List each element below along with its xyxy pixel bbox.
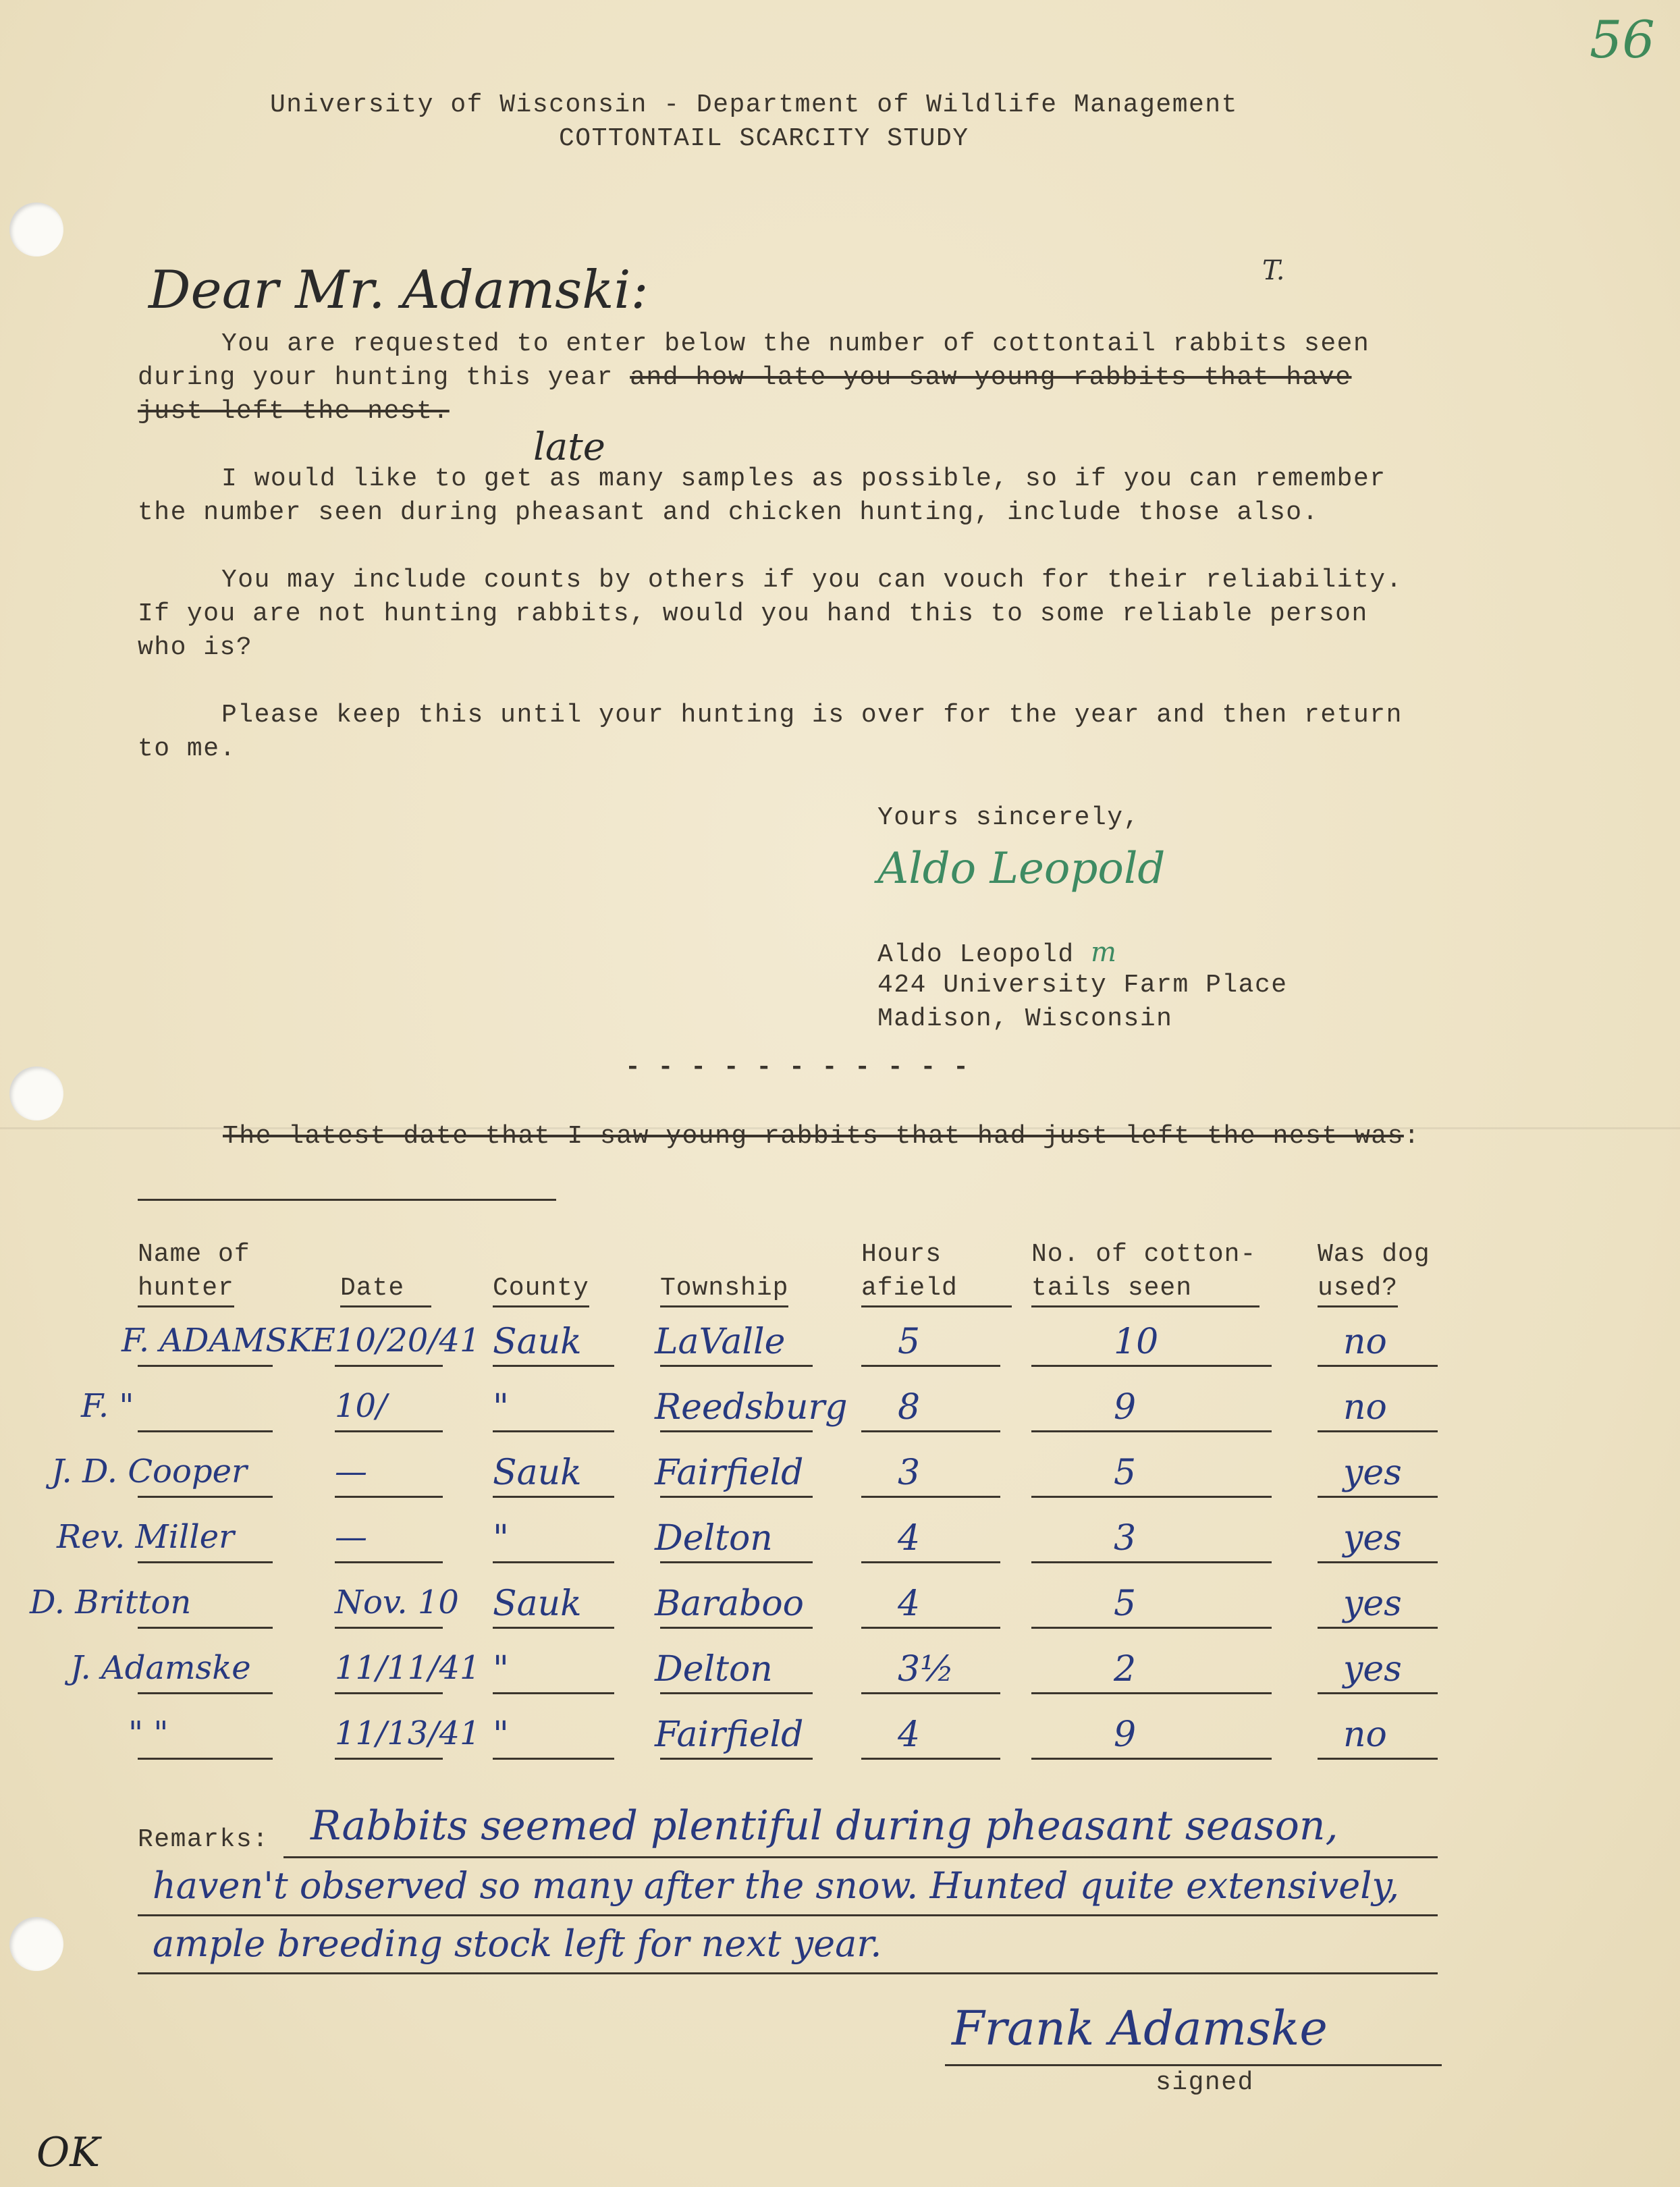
cell-dog: no	[1343, 1714, 1387, 1755]
punch-hole-middle	[9, 1066, 63, 1120]
struck-question-colon: :	[1403, 1122, 1421, 1151]
cell-rule-township	[660, 1496, 813, 1498]
cell-dog: no	[1343, 1387, 1387, 1428]
cell-date: 11/11/41	[335, 1649, 481, 1687]
cell-township: Fairfield	[655, 1453, 804, 1493]
remarks-line3: ample breeding stock left for next year.	[153, 1922, 882, 1965]
cell-date: —	[335, 1518, 367, 1556]
cell-hours: 4	[898, 1714, 921, 1755]
cell-township: LaValle	[655, 1322, 786, 1362]
cell-rule-county	[493, 1627, 614, 1629]
cell-date: Nov. 10	[335, 1584, 459, 1621]
cell-rule-hunter	[138, 1430, 273, 1432]
cell-rule-county	[493, 1561, 614, 1563]
cell-township: Delton	[655, 1518, 773, 1559]
header-hours-l1: Hours	[861, 1240, 942, 1269]
header-township-l2: Township	[660, 1272, 788, 1307]
remarks-rule-2	[138, 1914, 1438, 1916]
cell-rule-hours	[861, 1365, 1000, 1367]
cell-rule-township	[660, 1692, 813, 1694]
header-hunter	[138, 1238, 250, 1307]
header-seen	[1031, 1238, 1259, 1307]
cell-seen: 5	[1114, 1584, 1137, 1624]
header-township	[660, 1272, 788, 1307]
cell-rule-hours	[861, 1561, 1000, 1563]
cell-hunter: " "	[128, 1714, 169, 1752]
p4-line1: Please keep this until your hunting is over for the year and then return	[221, 701, 1403, 730]
header-line1: University of Wisconsin - Department of Wildlife Management	[270, 90, 1238, 119]
cell-rule-county	[493, 1496, 614, 1498]
cell-rule-dog	[1318, 1430, 1438, 1432]
cell-seen: 2	[1114, 1649, 1137, 1690]
cell-rule-township	[660, 1430, 813, 1432]
remarks-line2: haven't observed so many after the snow. Hunted quite extensively,	[153, 1864, 1400, 1907]
cell-rule-seen	[1031, 1627, 1272, 1629]
cell-rule-date	[335, 1561, 443, 1563]
p4-line2: to me.	[138, 734, 236, 763]
header-dog	[1318, 1238, 1430, 1307]
closing-yours: Yours sincerely,	[877, 803, 1140, 832]
struck-question-answer-line	[138, 1199, 556, 1201]
cell-county: "	[493, 1387, 509, 1428]
remarks-line1: Rabbits seemed plentiful during pheasant season,	[310, 1802, 1338, 1850]
cell-seen: 9	[1114, 1387, 1137, 1428]
cell-rule-hours	[861, 1692, 1000, 1694]
corner-mark: OK	[36, 2129, 101, 2176]
p3-line3: who is?	[138, 633, 253, 662]
cell-rule-date	[335, 1692, 443, 1694]
header-line2: COTTONTAIL SCARCITY STUDY	[559, 124, 969, 153]
cell-rule-seen	[1031, 1561, 1272, 1563]
header-hours-l2: afield	[861, 1272, 1012, 1307]
cell-dog: yes	[1343, 1649, 1402, 1690]
struck-question-text: The latest date that I saw young rabbits that had just left the nest was	[223, 1122, 1404, 1151]
cell-hunter: J. D. Cooper	[51, 1453, 247, 1490]
remarks-rule-3	[138, 1972, 1438, 1974]
cell-rule-township	[660, 1365, 813, 1367]
cell-county: "	[493, 1518, 509, 1559]
cell-rule-seen	[1031, 1692, 1272, 1694]
cell-county: "	[493, 1649, 509, 1690]
cell-hours: 8	[898, 1387, 921, 1428]
signed-rule	[945, 2064, 1442, 2066]
cell-rule-township	[660, 1561, 813, 1563]
cell-rule-hunter	[138, 1758, 273, 1760]
cell-rule-hunter	[138, 1365, 273, 1367]
punch-hole-top	[9, 202, 63, 256]
salutation: Dear Mr. Adamski:	[148, 260, 649, 321]
cell-rule-date	[335, 1758, 443, 1760]
cell-seen: 9	[1114, 1714, 1137, 1755]
header-dog-l2: used?	[1318, 1272, 1398, 1307]
cell-hours: 3	[898, 1453, 921, 1493]
header-hours	[861, 1238, 1012, 1307]
p3-line2: If you are not hunting rabbits, would you hand this to some reliable person	[138, 599, 1368, 628]
cell-hours: 5	[898, 1322, 921, 1362]
cell-rule-seen	[1031, 1430, 1272, 1432]
p1-line3-struck: just left the nest.	[138, 397, 450, 426]
cell-rule-hunter	[138, 1561, 273, 1563]
cell-rule-seen	[1031, 1496, 1272, 1498]
p1-line2	[138, 363, 1352, 392]
closing-address1: 424 University Farm Place	[877, 971, 1288, 1000]
cell-rule-county	[493, 1758, 614, 1760]
p2-line1: I would like to get as many samples as possible, so if you can remember	[221, 464, 1386, 493]
closing-name-mark: m	[1090, 937, 1118, 968]
closing-name-text: Aldo Leopold	[877, 940, 1075, 969]
cell-rule-hunter	[138, 1496, 273, 1498]
cell-rule-seen	[1031, 1758, 1272, 1760]
cell-date: 11/13/41	[335, 1714, 481, 1752]
cell-dog: yes	[1343, 1518, 1402, 1559]
cell-rule-township	[660, 1627, 813, 1629]
cell-township: Delton	[655, 1649, 773, 1690]
header-seen-l2: tails seen	[1031, 1272, 1259, 1307]
cell-seen: 3	[1114, 1518, 1137, 1559]
cell-county: Sauk	[493, 1584, 582, 1624]
remarks-rule-1	[283, 1856, 1438, 1858]
cell-seen: 10	[1114, 1322, 1159, 1362]
cell-township: Baraboo	[655, 1584, 804, 1624]
cell-date: 10/	[335, 1387, 387, 1425]
cell-rule-dog	[1318, 1758, 1438, 1760]
cell-date: 10/20/41	[335, 1322, 481, 1359]
insert-word-late: late	[533, 425, 605, 469]
cell-hunter: D. Britton	[30, 1584, 192, 1621]
cell-hunter: J. Adamske	[70, 1649, 251, 1687]
cell-rule-date	[335, 1496, 443, 1498]
header-county-l2: County	[493, 1272, 589, 1307]
cell-hours: 4	[898, 1518, 921, 1559]
cell-rule-hours	[861, 1430, 1000, 1432]
closing-divider: - - - - - - - - - - -	[625, 1053, 970, 1082]
cell-dog: yes	[1343, 1453, 1402, 1493]
header-dog-l1: Was dog	[1318, 1240, 1430, 1269]
header-hunter-l2: hunter	[138, 1272, 234, 1307]
closing-name	[877, 937, 1117, 969]
cell-rule-dog	[1318, 1627, 1438, 1629]
cell-county: Sauk	[493, 1322, 582, 1362]
cell-rule-hours	[861, 1496, 1000, 1498]
cell-dog: yes	[1343, 1584, 1402, 1624]
cell-date: —	[335, 1453, 367, 1490]
p1-line1: You are requested to enter below the number of cottontail rabbits seen	[221, 329, 1370, 358]
p2-line2: the number seen during pheasant and chicken hunting, include those also.	[138, 498, 1319, 527]
cell-rule-dog	[1318, 1496, 1438, 1498]
header-date-l2: Date	[340, 1272, 431, 1307]
struck-question	[223, 1122, 1420, 1151]
closing-address2: Madison, Wisconsin	[877, 1004, 1173, 1033]
cell-township: Fairfield	[655, 1714, 804, 1755]
cell-rule-hours	[861, 1627, 1000, 1629]
p1-line2-struck: and how late you saw young rabbits that have	[630, 363, 1352, 392]
p3-line1: You may include counts by others if you can vouch for their reliability.	[221, 566, 1403, 595]
header-date	[340, 1272, 431, 1307]
punch-hole-bottom	[9, 1917, 63, 1971]
cell-rule-hunter	[138, 1627, 273, 1629]
header-seen-l1: No. of cotton-	[1031, 1240, 1257, 1269]
cell-rule-dog	[1318, 1365, 1438, 1367]
cell-county: Sauk	[493, 1453, 582, 1493]
signed-signature: Frank Adamske	[952, 2001, 1328, 2056]
cell-hours: 4	[898, 1584, 921, 1624]
cell-rule-county	[493, 1692, 614, 1694]
cell-hunter: F. "	[81, 1387, 134, 1425]
salutation-mark: T.	[1262, 255, 1285, 286]
cell-rule-township	[660, 1758, 813, 1760]
cell-county: "	[493, 1714, 509, 1755]
cell-rule-county	[493, 1430, 614, 1432]
cell-seen: 5	[1114, 1453, 1137, 1493]
cell-rule-county	[493, 1365, 614, 1367]
cell-rule-hunter	[138, 1692, 273, 1694]
header-hunter-l1: Name of	[138, 1240, 250, 1269]
cell-rule-hours	[861, 1758, 1000, 1760]
cell-hunter: Rev. Miller	[57, 1518, 235, 1556]
p1-line2-text: during your hunting this year	[138, 363, 630, 392]
cell-hunter: F. ADAMSKE	[121, 1322, 336, 1359]
cell-hours: 3½	[898, 1649, 954, 1690]
page-number: 56	[1590, 9, 1655, 70]
cell-rule-dog	[1318, 1561, 1438, 1563]
remarks-label: Remarks:	[138, 1825, 269, 1854]
cell-rule-date	[335, 1430, 443, 1432]
cell-rule-seen	[1031, 1365, 1272, 1367]
signed-label: signed	[1156, 2068, 1254, 2097]
cell-rule-date	[335, 1627, 443, 1629]
cell-rule-dog	[1318, 1692, 1438, 1694]
header-county	[493, 1272, 589, 1307]
cell-township: Reedsburg	[655, 1387, 848, 1428]
cell-rule-date	[335, 1365, 443, 1367]
cell-dog: no	[1343, 1322, 1387, 1362]
closing-signature: Aldo Leopold	[877, 844, 1166, 894]
